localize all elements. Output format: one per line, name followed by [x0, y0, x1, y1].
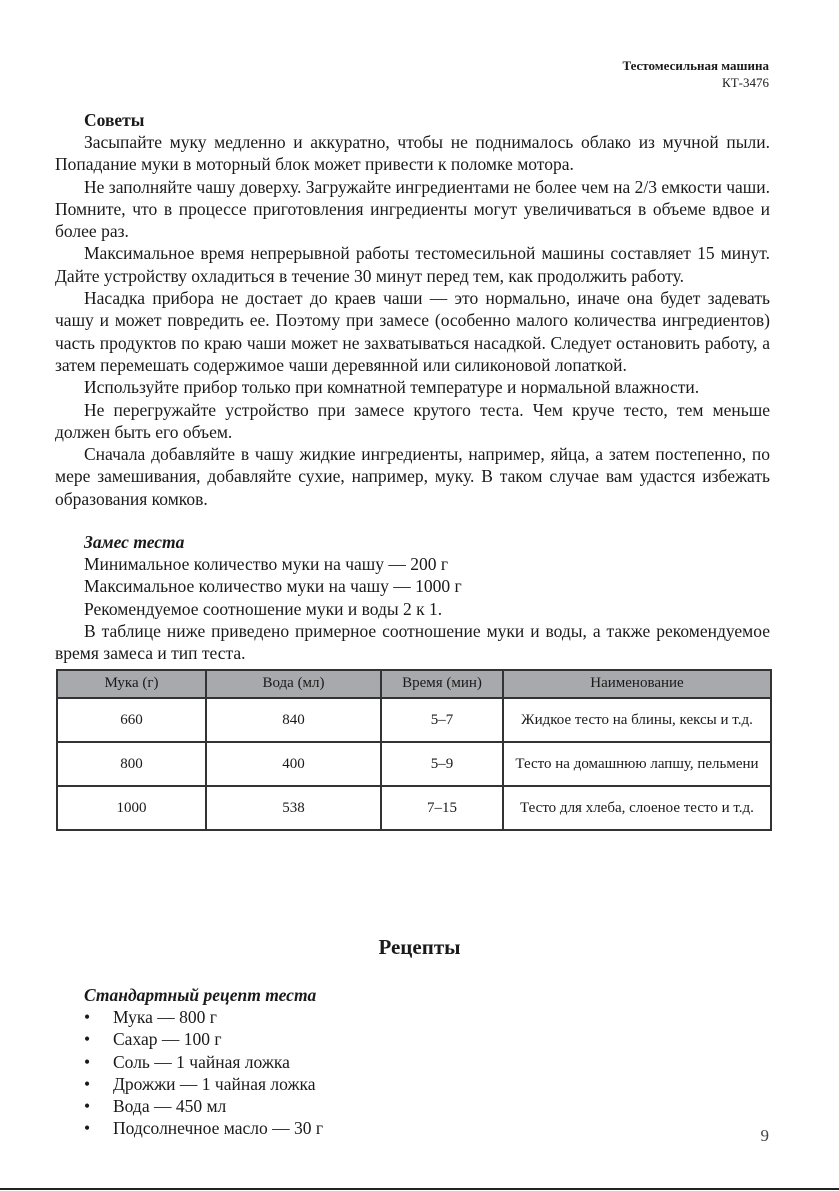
table-row	[57, 698, 771, 742]
tips-heading: Советы	[84, 110, 145, 130]
ratio-table	[56, 669, 772, 831]
running-header	[622, 57, 769, 91]
table-header-cell: Наименование	[503, 670, 771, 698]
table-header-row	[57, 670, 771, 698]
recipes-heading: Рецепты	[378, 935, 461, 959]
table-cell: 800	[57, 742, 206, 786]
list-item	[84, 1095, 323, 1117]
table-cell: Тесто для хлеба, слоеное тесто и т.д.	[503, 786, 771, 830]
list-item	[84, 1006, 323, 1028]
table-cell: 538	[206, 786, 381, 830]
list-item	[84, 1117, 323, 1139]
table-cell: 7–15	[381, 786, 503, 830]
ingredient-text: Вода — 450 мл	[113, 1096, 227, 1117]
kneading-max-flour: Максимальное количество муки на чашу — 1000 г	[84, 576, 462, 597]
table-cell: 400	[206, 742, 381, 786]
bullet-icon: •	[84, 1096, 91, 1117]
kneading-min-flour: Минимальное количество муки на чашу — 200 г	[84, 554, 449, 575]
standard-recipe	[84, 984, 323, 1140]
tips-paragraph: Насадка прибора не достает до краев чаши — это нормально, иначе она будет задевать чашу и может повредить ее. Поэтому при замесе (особенно малого количества ингредиентов) часть продуктов по краю чаши может не захватываться насадкой. Следует остановить работу, а затем перемешать содержимое чаши деревянной или силиконовой лопаткой.	[55, 288, 770, 375]
table-cell: 660	[57, 698, 206, 742]
tips-paragraph: Не заполняйте чашу доверху. Загружайте ингредиентами не более чем на 2/3 емкости чаши. Помните, что в процессе приготовления ингредиенты могут увеличиваться в объеме вдвое и более раз.	[55, 176, 770, 242]
tips-paragraph: Не перегружайте устройство при замесе крутого теста. Чем круче тесто, тем меньше должен быть его объем.	[55, 399, 770, 442]
page-bottom-rule	[0, 1188, 839, 1190]
list-item	[84, 1073, 323, 1095]
tips-paragraph: Засыпайте муку медленно и аккуратно, чтобы не поднималось облако из мучной пыли. Попадание муки в моторный блок может привести к поломке мотора.	[55, 132, 770, 175]
header-product-title: Тестомесильная машина	[622, 58, 769, 73]
table-cell: Жидкое тесто на блины, кексы и т.д.	[503, 698, 771, 742]
table-cell: 5–9	[381, 742, 503, 786]
bullet-icon: •	[84, 1118, 91, 1139]
ingredient-text: Дрожжи — 1 чайная ложка	[113, 1073, 316, 1094]
bullet-icon: •	[84, 1073, 91, 1094]
header-model: КТ-3476	[722, 75, 769, 90]
list-item	[84, 1051, 323, 1073]
table-header-cell: Время (мин)	[381, 670, 503, 698]
table-cell: 5–7	[381, 698, 503, 742]
kneading-heading: Замес теста	[84, 532, 185, 553]
bullet-icon: •	[84, 1007, 91, 1027]
ingredient-list	[84, 1006, 323, 1140]
bullet-icon: •	[84, 1029, 91, 1050]
ingredient-text: Мука — 800 г	[113, 1007, 217, 1027]
table-cell: 1000	[57, 786, 206, 830]
recipe-title: Стандартный рецепт теста	[84, 985, 317, 1005]
list-item	[84, 1028, 323, 1050]
tips-paragraph: Используйте прибор только при комнатной температуре и нормальной влажности.	[84, 377, 700, 398]
ingredient-text: Соль — 1 чайная ложка	[113, 1051, 290, 1072]
page-number: 9	[760, 1126, 769, 1145]
bullet-icon: •	[84, 1051, 91, 1072]
kneading-ratio: Рекомендуемое соотношение муки и воды 2 к 1.	[84, 598, 443, 619]
tips-paragraph: Сначала добавляйте в чашу жидкие ингредиенты, например, яйца, а затем постепенно, по мере замешивания, добавляйте сухие, например, муку. В таком случае вам удастся избежать образования комков.	[55, 444, 770, 509]
ingredient-text: Сахар — 100 г	[113, 1029, 222, 1050]
page-content	[55, 109, 770, 831]
kneading-table-intro: В таблице ниже приведено примерное соотношение муки и воды, а также рекомендуемое время замеса и тип теста.	[55, 620, 770, 664]
table-cell: 840	[206, 698, 381, 742]
ingredient-text: Подсолнечное масло — 30 г	[113, 1118, 324, 1139]
table-header-cell: Вода (мл)	[206, 670, 381, 698]
table-row	[57, 742, 771, 786]
table-header-cell: Мука (г)	[57, 670, 206, 698]
table-row	[57, 786, 771, 830]
table-cell: Тесто на домашнюю лапшу, пельмени	[503, 742, 771, 786]
tips-paragraph: Максимальное время непрерывной работы тестомесильной машины составляет 15 минут. Дайте устройству охладиться в течение 30 минут перед тем, как продолжить работу.	[55, 243, 770, 286]
